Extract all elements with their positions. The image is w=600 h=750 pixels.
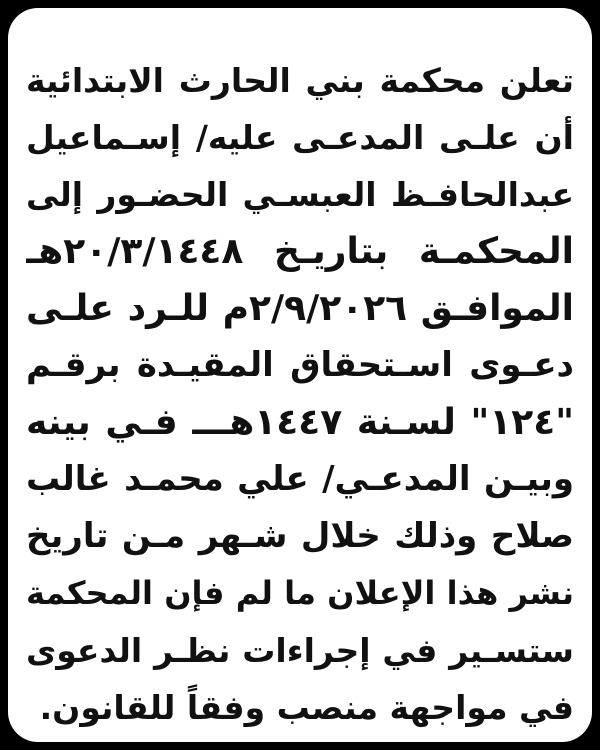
notice-line: أن علـى المدعـى عليه/ إسـماعيل: [26, 118, 574, 157]
notice-card: [8, 8, 592, 742]
notice-line: وبيـن المدعـي/ علي محمـد غالب: [26, 459, 574, 499]
notice-line: عبدالحافـظ العبسـي الحضـور إلى: [26, 175, 574, 214]
notice-line: تعلن محكمة بني الحارث الابتدائية: [26, 61, 574, 100]
notice-line: الموافـق ٢/٩/٢٠٢٦م للـرد علـى: [26, 288, 574, 329]
notice-line: "١٢٤" لسـنة ١٤٤٧هـــ فـي بينه: [26, 402, 574, 443]
notice-line: دعـوى اسـتحقاق المقيـدة برقـم: [26, 345, 574, 385]
notice-line: نشر هذا الإعلان ما لم فإن المحكمة: [26, 574, 574, 612]
notice-text: [26, 52, 574, 736]
notice-line: صلاح وذلك خلال شـهر مـن تاريخ: [26, 516, 574, 556]
notice-line: المحكمـة بتاريـخ ٢٠/٣/١٤٤٨هـ: [26, 231, 574, 272]
notice-line: ستسـير في إجراءات نظـر الدعوى: [26, 631, 574, 670]
notice-line: في مواجهة منصب وفقاً للقانون.: [39, 688, 574, 727]
